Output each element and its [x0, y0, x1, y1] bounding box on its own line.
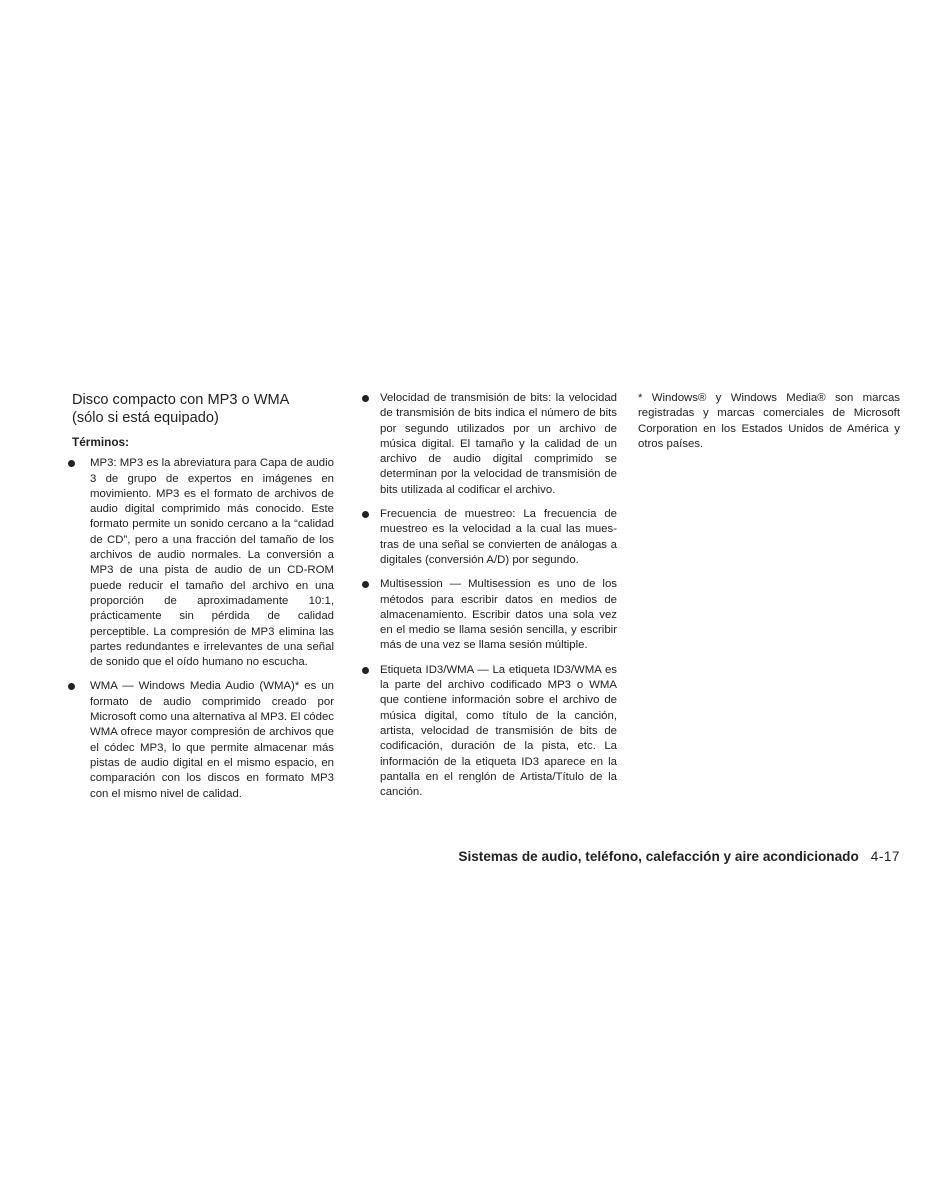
- list-item-bitrate: [362, 391, 617, 498]
- list-item-text: Etiqueta ID3/WMA — La etiqueta ID3/WMA es la parte del archivo codificado MP3 o WMA que contiene información sobre el archivo de música digital, como título de la canción, artista, velocidad de transmisión de bits de codificación, duración de la pista, etc. La información de la etiqueta ID3 aparece en la pantalla en el renglón de Artista/Título de la canción.: [380, 663, 617, 799]
- list-item-wma: [72, 679, 334, 801]
- list-item-text: Velocidad de transmisión de bits: la velocidad de transmisión de bits indica el número de bits por segundo utilizados por un archivo de música digital. El tamaño y la calidad de un archivo de audio digital comprimido se determinan por la velocidad de transmisión de bits utilizada al codificar el archivo.: [380, 392, 617, 496]
- list-item-text: WMA — Windows Media Audio (WMA)* es un formato de audio comprimido creado por Microsoft como una alternativa al MP3. El códec WMA ofrece mayor compresión de archivos que el códec MP3, lo que permite almacenar más pistas de audio digital en el mismo espacio, en comparación con los discos en formato MP3 con el mismo nivel de calidad.: [90, 680, 334, 800]
- page-footer: [458, 848, 900, 866]
- right-column: [638, 391, 900, 452]
- bullet-icon: [362, 395, 369, 402]
- list-item-id3: [362, 663, 617, 801]
- list-item-multisession: [362, 577, 617, 653]
- list-item-text: Frecuencia de muestreo: La frecuencia de muestreo es la velocidad a la cual las muestras de una señal se convierten de análogas a digitales (conversión A/D) por segundo.: [380, 508, 617, 566]
- terms-list-middle: [362, 391, 617, 800]
- chapter-title: Sistemas de audio, teléfono, calefacción y aire acondicionado: [458, 849, 859, 864]
- middle-column: [362, 391, 617, 809]
- section-title-line1: Disco compacto con MP3 o WMA: [72, 392, 290, 408]
- section-title-line2: (sólo si está equipado): [72, 409, 219, 426]
- terms-list-left: [72, 456, 334, 802]
- list-item-text: MP3: MP3 es la abreviatura para Capa de audio 3 de grupo de expertos en imágenes en movimiento. MP3 es el formato de archivos de audio digital comprimido más conocido. Este formato permite un sonido cercano a la “calidad de CD”, pero a una fracción del tamaño de los archivos de audio normales. La conversión a MP3 de una pista de audio de un CD-ROM puede reducir el tamaño del archivo en una proporción de aproximadamente 10:1, prácticamente sin pérdida de calidad perceptible. La compresión de MP3 elimina las partes redundantes e irrelevantes de una señal de sonido que el oído humano no escucha.: [90, 457, 334, 669]
- list-item-text: Multisession — Multisession es uno de los métodos para escribir datos en medios de almacenamiento. Escribir datos una sola vez en el medio se llama sesión sencilla, y escribir más de una vez se llama sesión múltiple.: [380, 578, 617, 652]
- left-column: [72, 392, 334, 811]
- list-item-mp3: [72, 456, 334, 670]
- list-item-sampling: [362, 507, 617, 568]
- page-number: 4-17: [870, 849, 900, 864]
- bullet-icon: [362, 667, 369, 674]
- section-title: [72, 392, 334, 427]
- terms-subheading: Términos:: [72, 435, 130, 449]
- bullet-icon: [362, 581, 369, 588]
- bullet-icon: [362, 511, 369, 518]
- bullet-icon: [68, 460, 75, 467]
- bullet-icon: [68, 683, 75, 690]
- trademark-footnote: * Windows® y Windows Media® son marcas registradas y marcas comerciales de Microsoft Corporation en los Estados Unidos de América y otros países.: [638, 392, 900, 450]
